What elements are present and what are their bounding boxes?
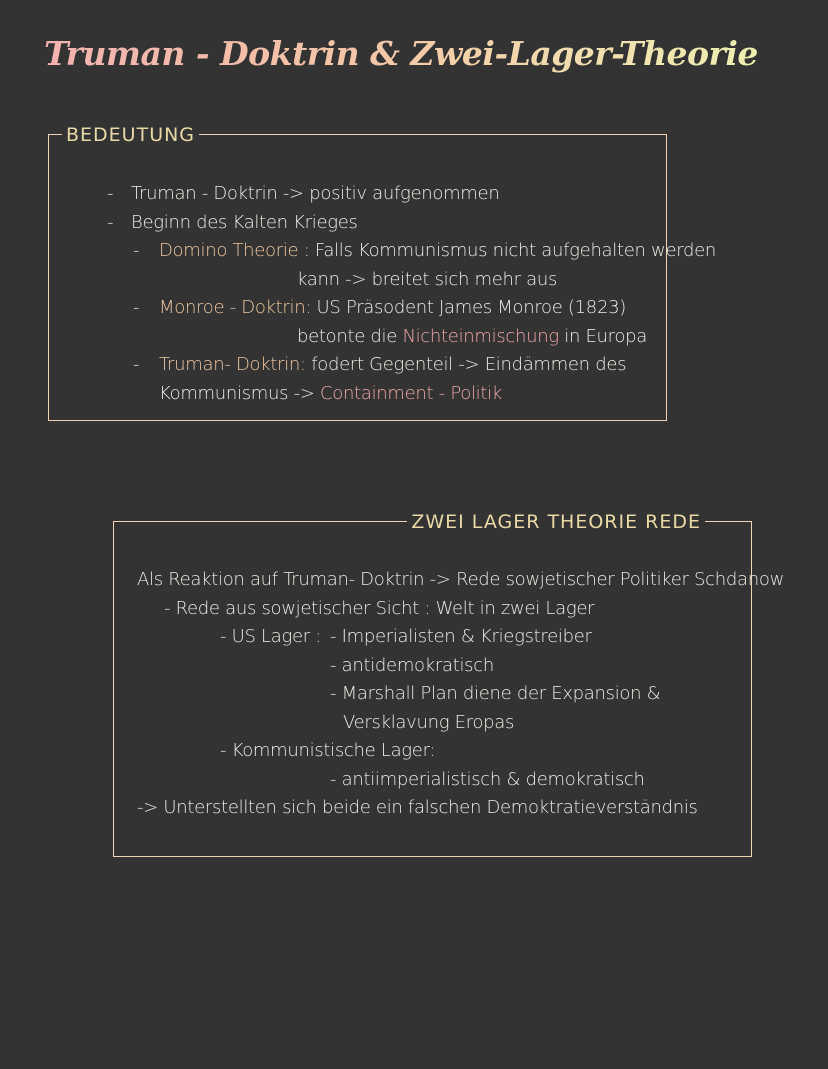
us-lager-label: - US Lager : [220, 626, 322, 647]
bullet-kalter-krieg: Beginn des Kalten Krieges [131, 212, 358, 233]
monroe-text: US Präsodent James Monroe (1823) [316, 297, 626, 318]
monroe-term: Monroe - Doktrin: [159, 297, 312, 318]
sub-bullet-dash: - [133, 354, 140, 375]
truman-continuation [159, 382, 502, 406]
nichteinmischung-highlight: Nichteinmischung [402, 326, 559, 347]
bedeutung-box [48, 124, 717, 421]
domino-text: : Falls Kommunismus nicht aufgehalten werden [303, 240, 717, 261]
monroe-line [159, 296, 626, 320]
us-lager-antidemokratisch: - antidemokratisch [330, 655, 494, 676]
monroe-cont-a: betonte die [297, 326, 398, 347]
bullet-dash: - [107, 183, 114, 204]
zwei-lager-box [113, 511, 784, 857]
kommunistische-lager-label: - Kommunistische Lager: [220, 740, 436, 761]
sub-bullet-dash: - [133, 297, 140, 318]
fazit-line: -> Unterstellten sich beide ein falschen Demoktratieverständnis [137, 797, 698, 818]
truman-line [159, 353, 626, 377]
us-lager-imperialisten: - Imperialisten & Kriegstreiber [330, 626, 592, 647]
us-lager-marshall-cont: Versklavung Eropas [343, 712, 515, 733]
us-lager-marshall: - Marshall Plan diene der Expansion & [330, 683, 661, 704]
bedeutung-heading: BEDEUTUNG [62, 123, 199, 147]
bullet-truman-positiv: Truman - Doktrin -> positiv aufgenommen [131, 183, 500, 204]
truman-cont-a: Kommunismus -> [159, 383, 315, 404]
sub-bullet-dash: - [133, 240, 140, 261]
containment-highlight: Containment - Politik [320, 383, 502, 404]
kommunistische-lager-text: - antiimperialistisch & demokratisch [330, 769, 645, 790]
truman-text: fodert Gegenteil -> Eindämmen des [311, 354, 627, 375]
bullet-dash: - [107, 212, 114, 233]
monroe-cont-b: in Europa [564, 326, 647, 347]
monroe-continuation [297, 325, 647, 349]
sowjetische-sicht-line: - Rede aus sowjetischer Sicht : Welt in zwei Lager [164, 598, 595, 619]
zwei-lager-heading: ZWEI LAGER THEORIE REDE [407, 510, 705, 534]
domino-term: Domino Theorie [159, 240, 299, 261]
page-title: Truman - Doktrin & Zwei-Lager-Theorie [44, 34, 758, 73]
domino-continuation: kann -> breitet sich mehr aus [297, 269, 558, 290]
domino-line [159, 239, 716, 263]
truman-term: Truman- Doktrin: [159, 354, 306, 375]
reaktion-line: Als Reaktion auf Truman- Doktrin -> Rede sowjetischer Politiker Schdanow [137, 569, 784, 590]
